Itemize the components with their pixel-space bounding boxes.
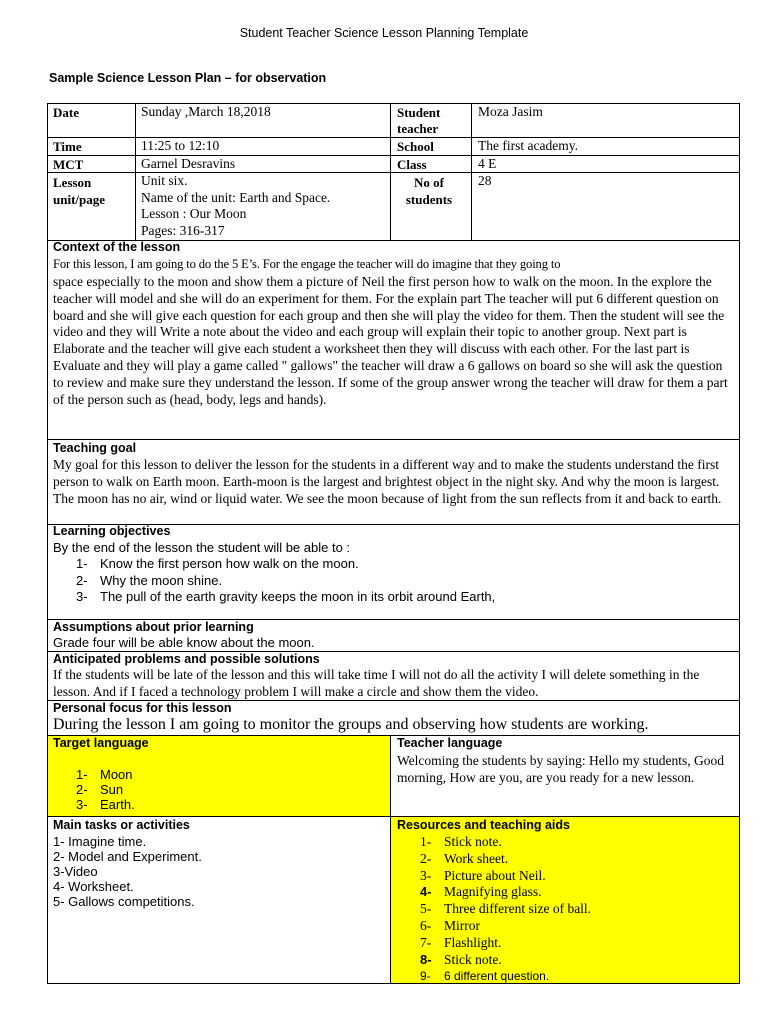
list-item: 3- Earth. (76, 797, 135, 812)
teacher-language-text: Welcoming the students by saying: Hello my students, Good morning, How are you, are you ready for a new lesson. (397, 753, 725, 785)
list-item: 7- Flashlight. (420, 934, 502, 950)
document-title: Student Teacher Science Lesson Planning Template (239, 26, 529, 40)
target-language-list (76, 767, 135, 812)
list-item: 1- Stick note. (420, 834, 502, 849)
class-label: Class (397, 157, 427, 172)
lesson-unit-value: Unit six. Name of the unit: Earth and Space. Lesson : Our Moon Pages: 316-317 (141, 173, 331, 238)
date-label: Date (53, 105, 79, 120)
problems-heading: Anticipated problems and possible solutions (53, 652, 320, 666)
main-tasks-list (53, 834, 202, 909)
context-heading: Context of the lesson (53, 240, 181, 254)
document-subtitle: Sample Science Lesson Plan – for observation (49, 71, 327, 85)
school-label: School (397, 139, 434, 154)
student-teacher-value: Moza Jasim (478, 104, 543, 119)
teaching-goal-heading: Teaching goal (53, 441, 137, 455)
objectives-intro: By the end of the lesson the student will be able to : (53, 540, 351, 555)
assumptions-heading: Assumptions about prior learning (53, 620, 254, 634)
list-item: 1- Imagine time. (53, 834, 147, 849)
list-item: 6- Mirror (420, 917, 480, 933)
list-item: 2- Work sheet. (420, 850, 509, 866)
student-teacher-label: Student teacher (397, 105, 441, 136)
time-label: Time (53, 139, 82, 154)
mct-value: Garnel Desravins (141, 156, 236, 171)
list-item: 2- Model and Experiment. (53, 849, 202, 864)
context-text: space especially to the moon and show them a picture of Neil the first person how to walk on the moon. In the explore the teacher will model and she will do an experiment for them. For the explain part The teacher will put 6 different question on board and she will give each question for each group and then she will play the video for them. Then the student will see the video and they will Write a note about the video and each group will explain their topic to another group. Next part is Elaborate and the teacher will give each student a worksheet then they will discuss with each other. For the last part is Evaluate and they will play a game called " gallows" the teacher will draw a 6 gallows on board so she will ask the question to review and make sure they understand the lesson. If some of the group answer wrong the teacher will draw for them a part of the person such as (head, body, legs and hands). (53, 274, 728, 407)
list-item: 8- Stick note. (420, 951, 502, 967)
objectives-list (76, 556, 495, 606)
personal-focus-heading: Personal focus for this lesson (53, 701, 232, 715)
teaching-goal-text: My goal for this lesson to deliver the lesson for the students in a different way and to make the students understand the first person to walk on Earth moon. Earth-moon is the largest and brightest object in the night sky. And why the moon is largest. The moon has no air, wind or liquid water. We see the moon because of light from the sun reflects from it and back to earth. (53, 457, 722, 506)
students-count-label: No of students (405, 175, 453, 207)
list-item: 5- Three different size of ball. (420, 901, 592, 917)
personal-focus-text: During the lesson I am going to monitor the groups and observing how students are working. (53, 716, 649, 733)
list-item: 3-Video (53, 864, 98, 879)
target-language-heading: Target language (53, 736, 149, 750)
resources-list (420, 834, 591, 985)
list-item: 2- Why the moon shine. (76, 572, 223, 588)
objectives-heading: Learning objectives (53, 524, 171, 538)
list-item: 1- Know the first person how walk on the moon. (76, 556, 359, 571)
problems-text: If the students will be late of the lesson and this will take time I will not do all the activity I will delete something in the lesson. And if I faced a technology problem I will make a circle and show them the video. (53, 667, 700, 699)
mct-label: MCT (53, 157, 84, 172)
teacher-language-heading: Teacher language (397, 736, 503, 750)
lesson-unit-label: Lesson unit/page (53, 175, 106, 207)
list-item: 5- Gallows competitions. (53, 894, 195, 909)
main-tasks-heading: Main tasks or activities (53, 818, 190, 832)
resources-heading: Resources and teaching aids (397, 818, 570, 832)
list-item: 1- Moon (76, 767, 133, 782)
list-item: 2- Sun (76, 782, 124, 797)
class-value: 4 E (478, 156, 497, 171)
students-count-value: 28 (478, 173, 492, 188)
list-item: 4- Magnifying glass. (420, 884, 542, 900)
school-value: The first academy. (478, 138, 578, 153)
date-value: Sunday ,March 18,2018 (141, 104, 271, 119)
list-item: 9- 6 different question. (420, 969, 550, 984)
time-value: 11:25 to 12:10 (141, 138, 220, 153)
list-item: 4- Worksheet. (53, 879, 134, 894)
context-first-line: For this lesson, I am going to do the 5 E’s. For the engage the teacher will do imagine that they going to (53, 257, 561, 271)
list-item: 3- Picture about Neil. (420, 867, 546, 883)
assumptions-text: Grade four will be able know about the moon. (53, 635, 315, 650)
list-item: 3- The pull of the earth gravity keeps the moon in its orbit around Earth, (76, 589, 496, 604)
